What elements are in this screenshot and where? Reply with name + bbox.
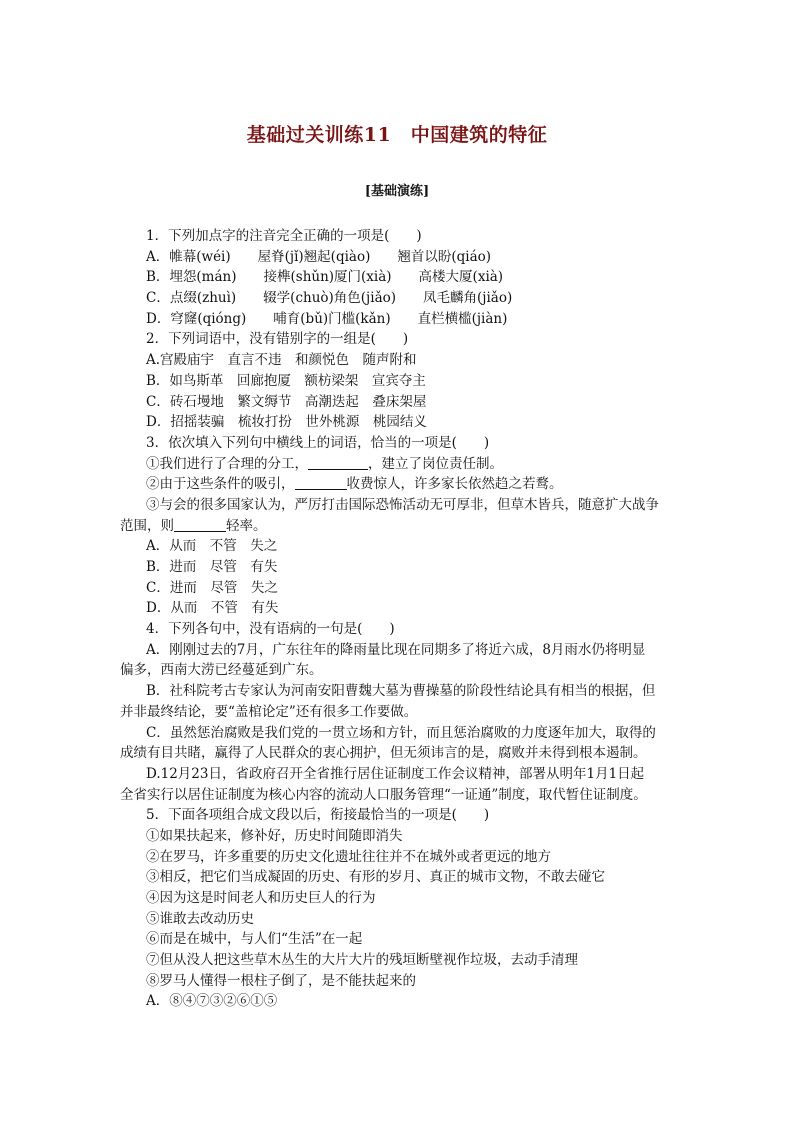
page-title: 基础过关训练11 中国建筑的特征 xyxy=(246,124,548,146)
question-1-option-a: A．帷幕(wéi) 屋脊(jǐ)翘起(qiào) 翘首以盼(qiáo) xyxy=(146,248,492,265)
question-4-option-c: C．虽然惩治腐败是我们党的一贯立场和方针，而且惩治腐败的力度逐年加大，取得的 xyxy=(146,724,656,741)
question-2-stem: 2．下列词语中，没有错别字的一组是( ) xyxy=(146,331,409,348)
blank-2 xyxy=(295,475,347,490)
question-3-option-a: A．从而 不管 失之 xyxy=(146,538,278,555)
question-5-item-5: ⑤谁敢去改动历史 xyxy=(146,910,254,927)
question-5-stem: 5．下面各项组合成文段以后，衔接最恰当的一项是( ) xyxy=(146,807,490,824)
question-4-option-a: A．刚刚过去的7月，广东往年的降雨量比现在同期多了将近六成，8月雨水仍将明显 xyxy=(146,641,646,658)
question-2-option-d: D．招摇装骗 梳妆打扮 世外桃源 桃园结义 xyxy=(146,414,427,431)
question-3-option-d: D．从而 不管 有失 xyxy=(146,600,279,617)
question-3-stem: 3．依次填入下列句中横线上的词语，恰当的一项是( ) xyxy=(146,434,490,451)
sentence-2-start: ②由于这些条件的吸引， xyxy=(146,476,295,493)
question-2-option-c: C．砖石墁地 繁文缛节 高潮迭起 叠床架屋 xyxy=(146,393,427,410)
question-5-item-7: ⑦但从没人把这些草木丛生的大片大片的残垣断壁视作垃圾，去动手清理 xyxy=(146,952,578,969)
question-4-option-b-cont: 并非最终结论，要“盖棺论定”还有很多工作要做。 xyxy=(120,703,418,720)
question-5-item-4: ④因为这是时间老人和历史巨人的行为 xyxy=(146,890,376,906)
sentence-1-start: ①我们进行了合理的分工， xyxy=(146,455,308,472)
question-3-option-b: B．进而 尽管 有失 xyxy=(146,559,278,575)
sentence-3-end: 轻率。 xyxy=(226,517,267,534)
question-5-item-1: ①如果扶起来，修补好，历史时间随即消失 xyxy=(146,827,403,844)
question-3-sentence-3-cont xyxy=(120,516,676,537)
question-4-option-d: D.12月23日，省政府召开全省推行居住证制度工作会议精神，部署从明年1月1日起 xyxy=(146,765,645,782)
question-5-item-2: ②在罗马，许多重要的历史文化遗址往往并不在城外或者更远的地方 xyxy=(146,848,551,865)
question-1-stem: 1．下列加点字的注音完全正确的一项是( ) xyxy=(146,228,422,244)
question-5-item-3: ③相反，把它们当成凝固的历史、有形的岁月、真正的城市文物，不敢去碰它 xyxy=(146,869,605,886)
question-body xyxy=(120,226,676,1012)
question-4-option-b: B．社科院考古专家认为河南安阳曹魏大墓为曹操墓的阶段性结论具有相当的根据，但 xyxy=(146,683,656,700)
question-1-option-d: D．穹窿(qióng) 哺育(bǔ)门槛(kǎn) 直栏横槛(jiàn) xyxy=(146,310,508,327)
question-4-option-c-cont: 成绩有目共睹，赢得了人民群众的衷心拥护，但无须讳言的是，腐败并未得到根本遏制。 xyxy=(120,745,647,762)
blank-3 xyxy=(174,517,226,532)
blank-1 xyxy=(308,455,368,470)
question-1-option-b: B．埋怨(mán) 接榫(shǔn)厦门(xià) 高楼大厦(xià) xyxy=(146,269,504,286)
question-4-option-a-cont: 偏多，西南大涝已经蔓延到广东。 xyxy=(120,662,323,679)
question-3-sentence-3: ③与会的很多国家认为，严厉打击国际恐怖活动无可厚非，但草木皆兵，随意扩大战争 xyxy=(146,496,659,513)
question-5-option-a: A．⑧④⑦③②⑥①⑤ xyxy=(146,993,278,1010)
question-3-option-c: C．进而 尽管 失之 xyxy=(146,579,278,596)
sentence-1-end: ，建立了岗位责任制。 xyxy=(368,455,503,472)
question-3-sentence-2 xyxy=(146,474,676,495)
question-2-option-a: A.宫殿庙宇 直言不违 和颜悦色 随声附和 xyxy=(146,352,417,369)
question-5-item-8: ⑧罗马人懂得一根柱子倒了，是不能扶起来的 xyxy=(146,972,416,989)
section-heading: [基础演练] xyxy=(364,184,430,199)
question-4-stem: 4．下列各句中，没有语病的一句是( ) xyxy=(146,621,395,638)
question-5-item-6: ⑥而是在城中，与人们“生活”在一起 xyxy=(146,931,363,948)
question-3-sentence-1 xyxy=(146,454,676,475)
question-2-option-b: B．如鸟斯革 回廊抱厦 额枋梁架 宣宾夺主 xyxy=(146,372,426,389)
sentence-2-end: 收费惊人，许多家长依然趋之若鹜。 xyxy=(346,476,563,493)
question-1-option-c: C．点缀(zhuì) 辍学(chuò)角色(jiǎo) 凤毛麟角(jiǎo) xyxy=(146,290,513,307)
sentence-3-start: 范围，则 xyxy=(120,517,174,534)
question-4-option-d-cont: 全省实行以居住证制度为核心内容的流动人口服务管理“一证通”制度，取代暂住证制度。 xyxy=(120,786,647,803)
